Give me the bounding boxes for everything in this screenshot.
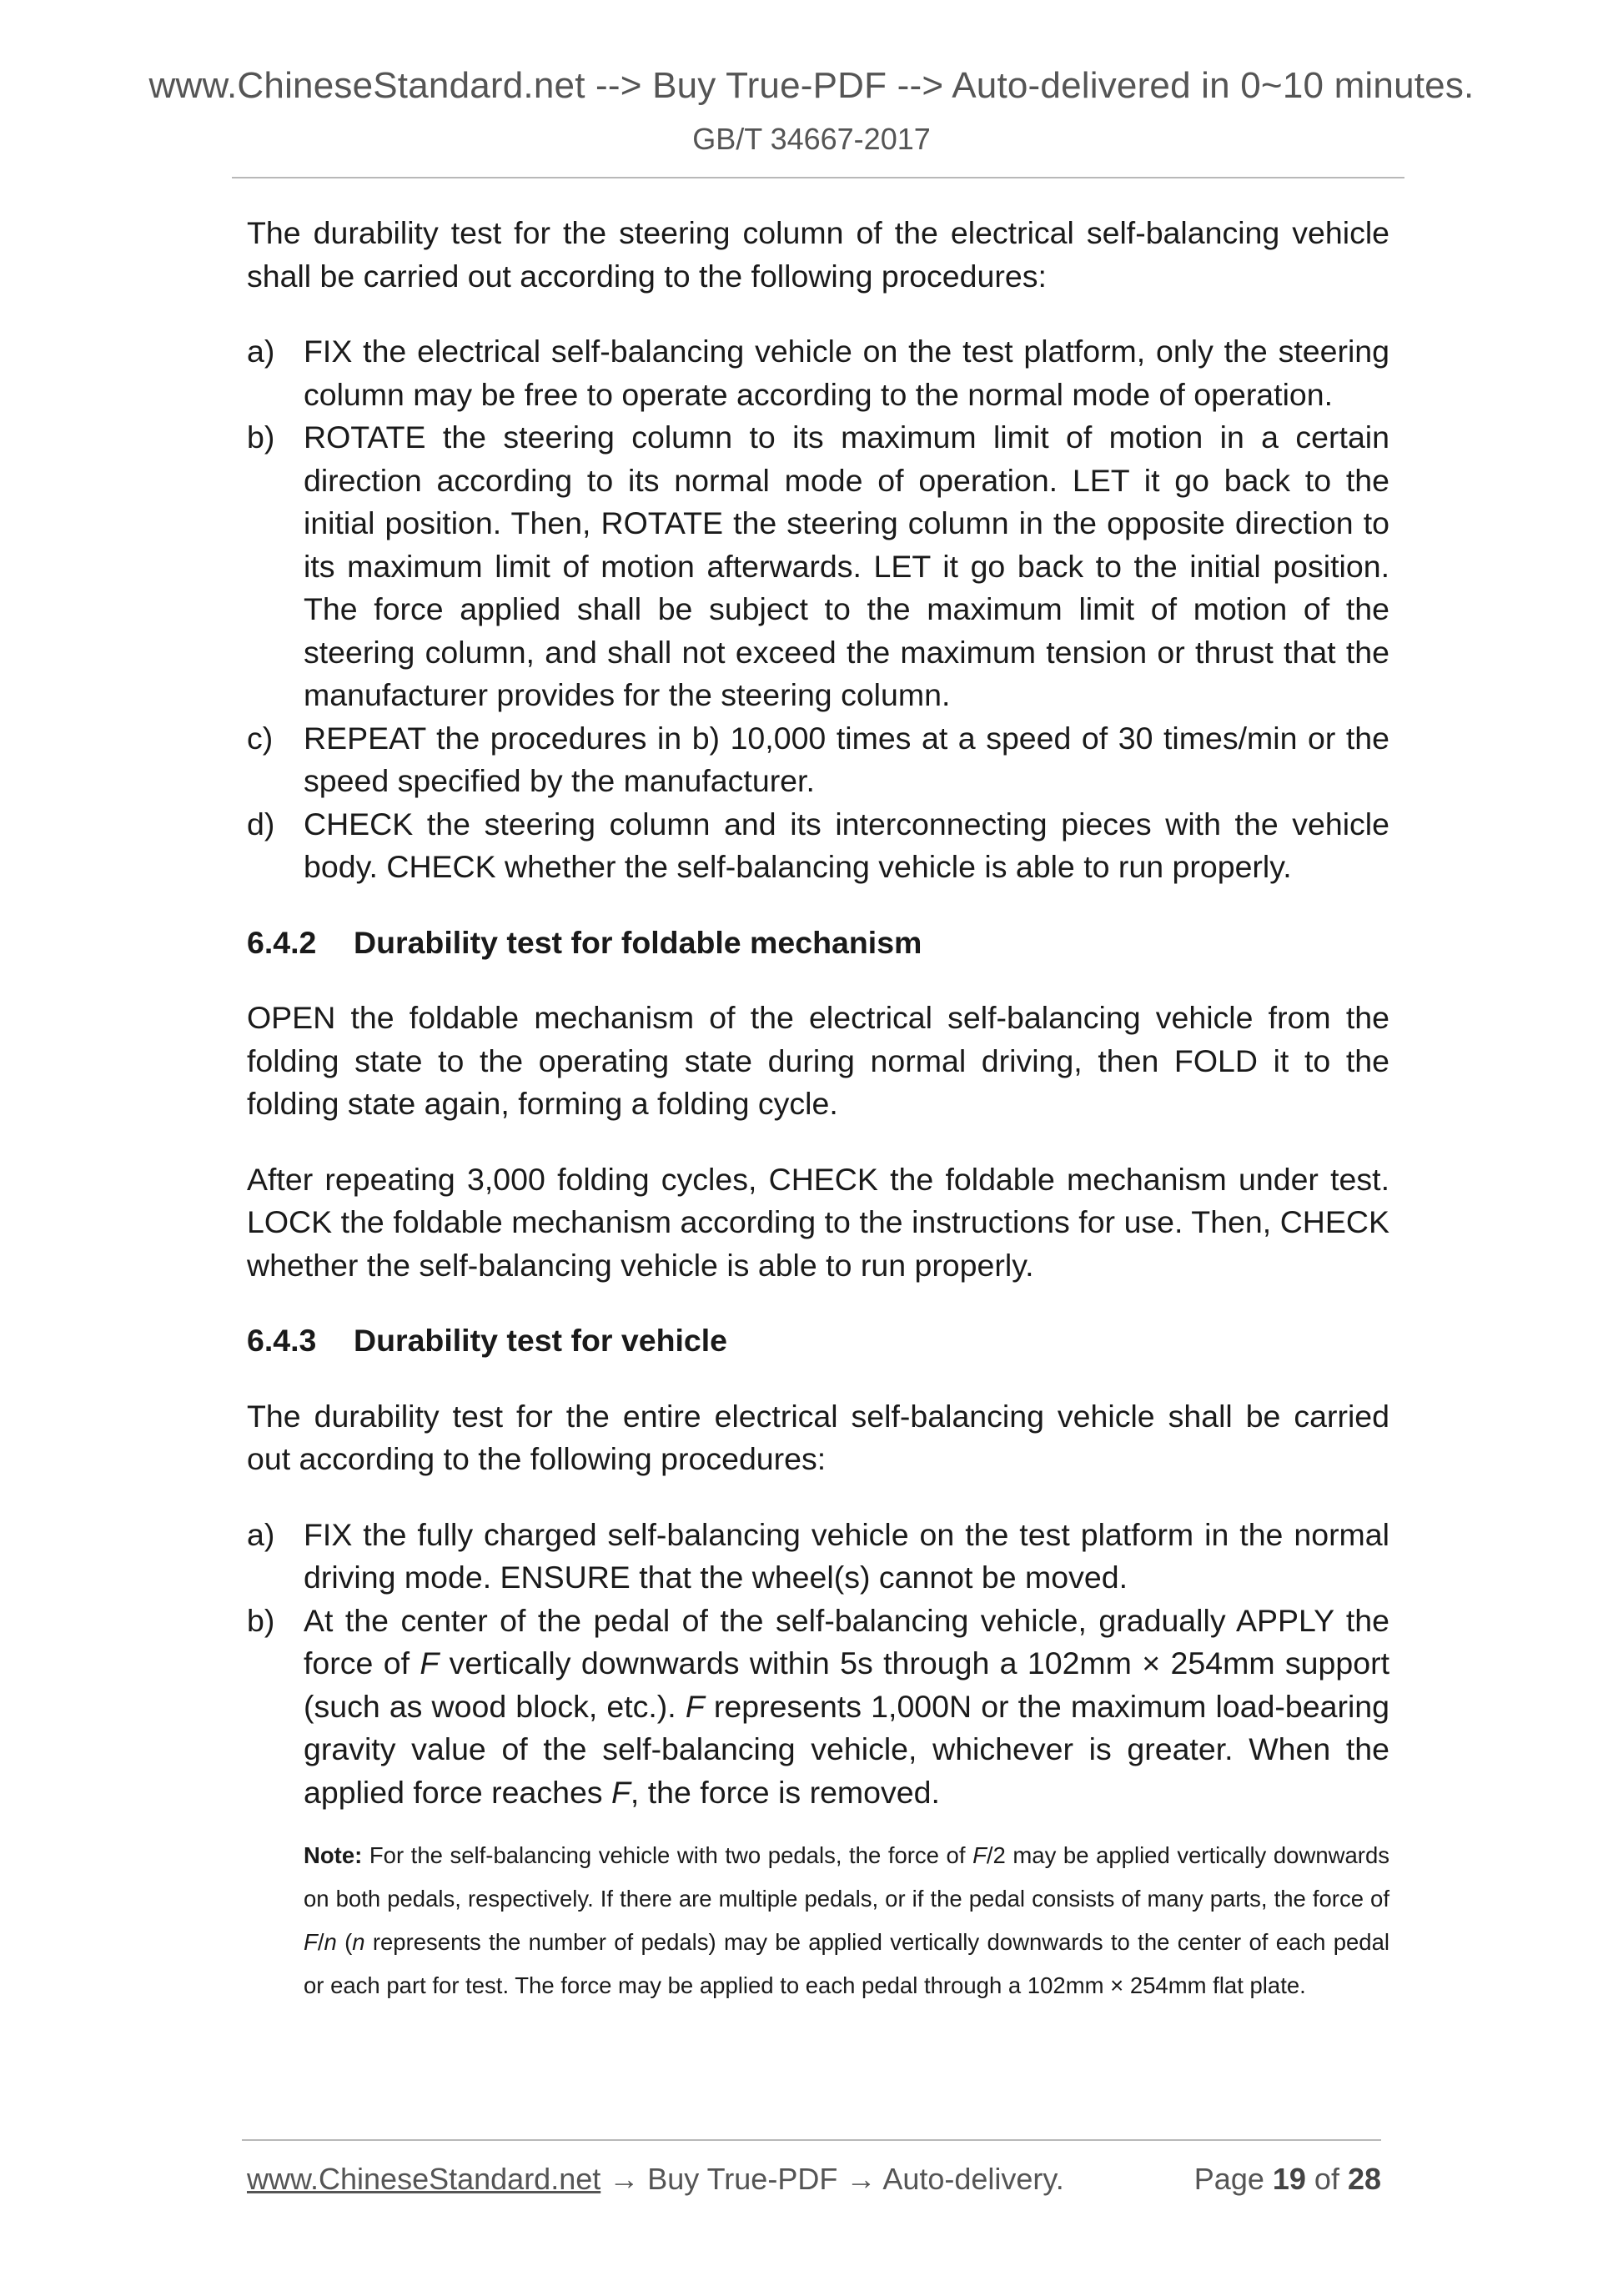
list-item xyxy=(247,416,1389,717)
list-marker: b) xyxy=(247,1602,275,1638)
header-divider xyxy=(232,177,1404,178)
list-item xyxy=(247,803,1389,889)
force-symbol: F xyxy=(611,1774,631,1810)
list-item-text: FIX the electrical self-balancing vehicle on the test platform, only the steering column may be free to operate according to the normal mode of operation. xyxy=(304,334,1389,412)
list-item-text: REPEAT the procedures in b) 10,000 times at a speed of 30 times/min or the speed specified by the manufacturer. xyxy=(304,720,1389,798)
list-marker: a) xyxy=(247,334,275,369)
vehicle-durability-intro: The durability test for the entire electrical self-balancing vehicle shall be carried out according to the following procedures: xyxy=(247,1398,1389,1476)
section-heading-6-4-3 xyxy=(247,1319,1389,1363)
steering-intro: The durability test for the steering column of the electrical self-balancing vehicle shall be carried out according to the following procedures: xyxy=(247,215,1389,294)
section-title: Durability test for foldable mechanism xyxy=(354,924,922,960)
page-content xyxy=(247,212,1389,2007)
footer-divider xyxy=(242,2139,1381,2141)
list-marker: c) xyxy=(247,720,274,756)
site-link[interactable]: www.ChineseStandard.net xyxy=(247,2162,601,2196)
list-marker: b) xyxy=(247,420,275,455)
list-item xyxy=(247,330,1389,416)
note-block: Note: For the self-balancing vehicle with two pedals, the force of F/2 may be applied vertically downwards on both pedals, respectively. If there are multiple pedals, or if the pedal consists of many parts, the force of F/n (n represents the number of pedals) may be applied vertically downwards to the center of each pedal or each part for test. The force may be applied to each pedal through a 102mm × 254mm flat plate. xyxy=(304,1842,1389,1998)
list-item-text: ROTATE the steering column to its maximum limit of motion in a certain direction according to its normal mode of operation. LET it go back to the initial position. Then, ROTATE the steering column in the opposite direction to its maximum limit of motion afterwards. LET it go back to the initial position. The force applied shall be subject to the maximum limit of motion of the steering column, and shall not exceed the maximum tension or thrust that the manufacturer provides for the steering column. xyxy=(304,420,1389,712)
section-number: 6.4.3 xyxy=(247,1323,317,1358)
list-marker: d) xyxy=(247,806,275,842)
list-item-text: CHECK the steering column and its interconnecting pieces with the vehicle body. CHECK whether the self-balancing vehicle is able to run properly. xyxy=(304,806,1389,884)
vehicle-steps-list xyxy=(247,1514,1389,1815)
header-banner: www.ChineseStandard.net --> Buy True-PDF --> Auto-delivered in 0~10 minutes. xyxy=(148,65,1475,106)
list-item xyxy=(247,717,1389,803)
foldable-paragraph-1: OPEN the foldable mechanism of the electrical self-balancing vehicle from the folding state to the operating state during normal driving, then FOLD it to the folding state again, forming a folding cycle. xyxy=(247,1000,1389,1121)
section-title: Durability test for vehicle xyxy=(354,1323,728,1358)
current-page: 19 xyxy=(1272,2162,1306,2196)
footer-tagline: → Buy True-PDF → Auto-delivery. xyxy=(600,2162,1064,2196)
foldable-paragraph-2: After repeating 3,000 folding cycles, CHECK the foldable mechanism under test. LOCK the foldable mechanism according to the instructions for use. Then, CHECK whether the self-balancing vehicle is able to run properly. xyxy=(247,1161,1389,1283)
note-label: Note: xyxy=(304,1842,363,1868)
force-symbol: F xyxy=(685,1688,705,1724)
list-item xyxy=(247,1600,1389,1815)
list-item xyxy=(247,1514,1389,1600)
footer-links xyxy=(247,2162,1064,2197)
list-item-text: FIX the fully charged self-balancing vehicle on the test platform in the normal driving mode. ENSURE that the wheel(s) cannot be moved. xyxy=(304,1516,1389,1595)
standard-number: GB/T 34667-2017 xyxy=(692,122,931,156)
total-pages: 28 xyxy=(1347,2162,1381,2196)
page-indicator: Page 19 of 28 xyxy=(1193,2162,1381,2196)
steering-steps-list xyxy=(247,330,1389,889)
list-item-text: At the center of the pedal of the self-balancing vehicle, gradually APPLY the force of F vertically downwards within 5s through a 102mm × 254mm support (such as wood block, etc.). F represents 1,000N or the maximum load-bearing gravity value of the self-balancing vehicle, whichever is greater. When the applied force reaches F, the force is removed. xyxy=(304,1602,1390,1810)
section-heading-6-4-2 xyxy=(247,922,1389,965)
section-number: 6.4.2 xyxy=(247,924,317,960)
list-marker: a) xyxy=(247,1516,275,1552)
force-symbol: F xyxy=(420,1645,440,1681)
